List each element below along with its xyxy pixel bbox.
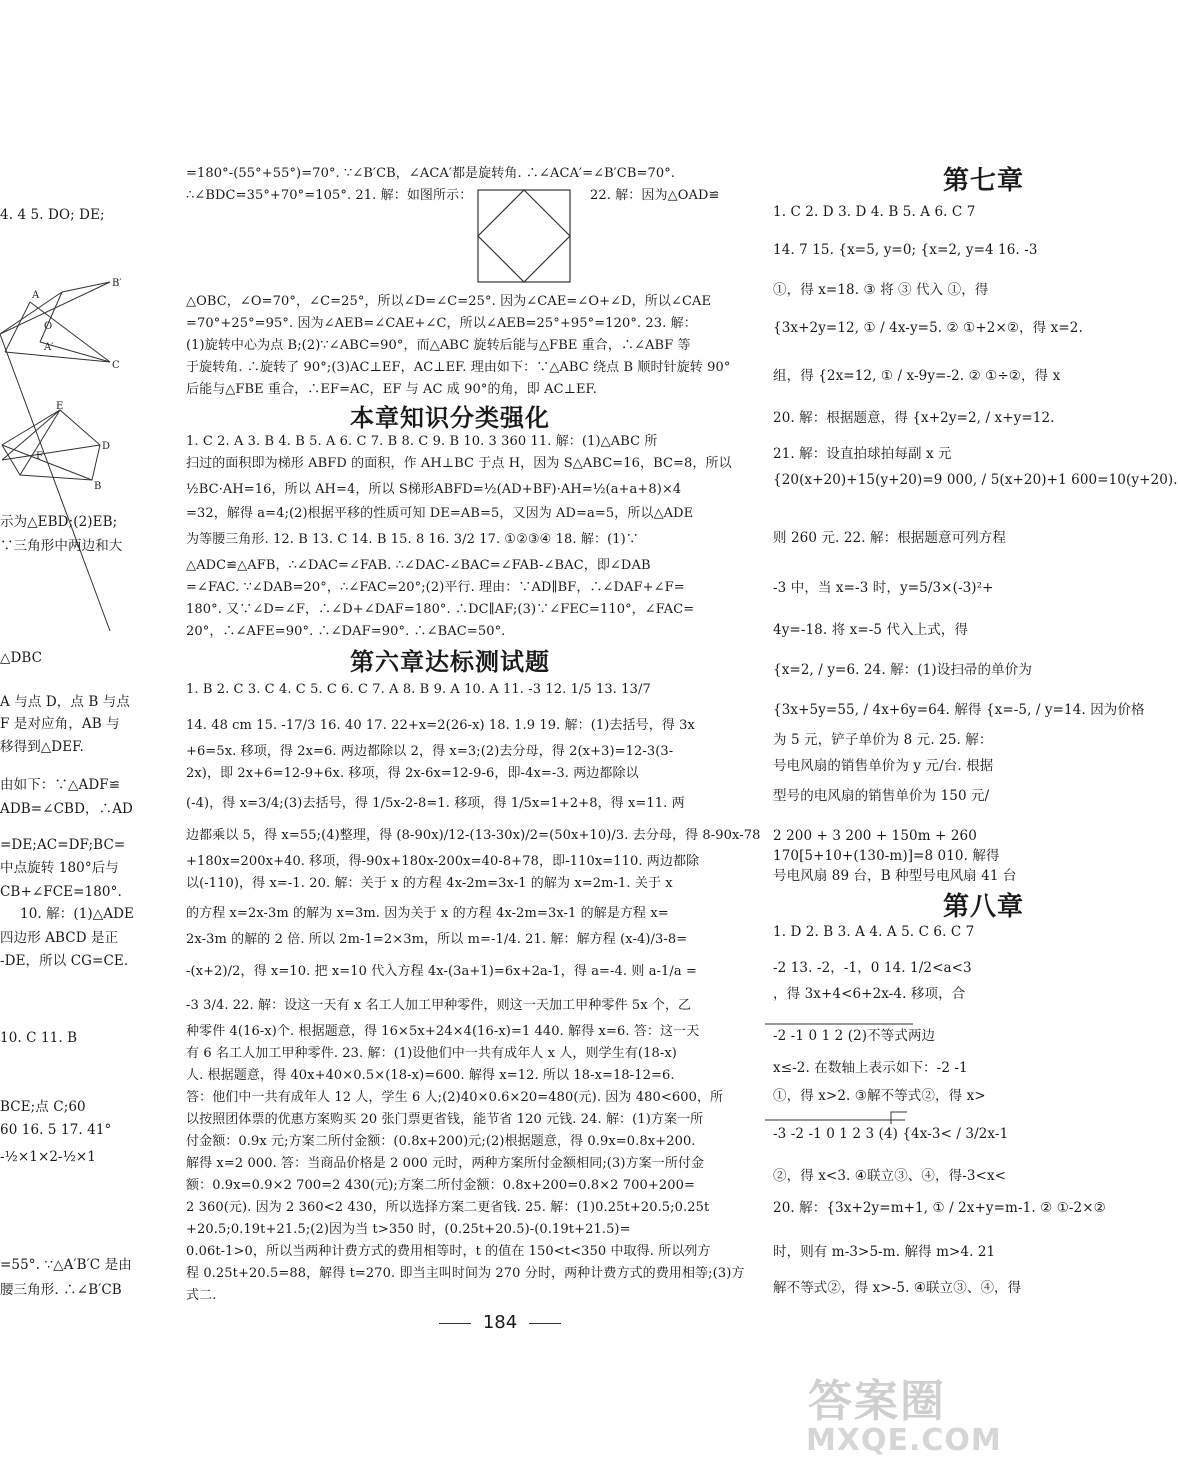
svg-text:E: E [56, 401, 64, 412]
text-line: ①，得 x=18. ③ 将 ③ 代入 ①，得 [773, 282, 989, 298]
text-line: =DE;AC=DF;BC= [0, 837, 126, 853]
text-line: 程 0.25t+20.5=88，解得 t=270. 即当主叫时间为 270 分时，两种计费方式的费用相等;(3)方 [186, 1266, 745, 1281]
text-line: -2 13. -2，-1，0 14. 1/2<a<3 [773, 960, 972, 976]
text-line: 21. 解：设直拍球拍每副 x 元 [773, 446, 952, 462]
text-line: △OBC，∠O=70°，∠C=25°，所以∠D=∠C=25°. 因为∠CAE=∠O+∠D，所以∠CAE [186, 294, 712, 309]
text-line: 20. 解：根据题意，得 {x+2y=2, / x+y=12. [773, 410, 1055, 426]
text-line: 付金额：0.9x 元;方案二所付金额：(0.8x+200)元;(2)根据题意，得 0.9x=0.8x+200. [186, 1134, 696, 1149]
text-line: 2 200 + 3 200 + 150m + 260 [773, 828, 977, 844]
svg-text:D: D [102, 441, 111, 452]
svg-text:A: A [32, 290, 40, 301]
text-line: ADB=∠CBD，∴AD [0, 801, 133, 817]
text-line: 答：他们中一共有成年人 12 人，学生 6 人;(2)40×0.6×20=480(元). 因为 480<600，所 [186, 1090, 724, 1105]
text-line: 有 6 名工人加工甲种零件. 23. 解：(1)设他们中一共有成年人 x 人，则学生有(18-x) [186, 1046, 677, 1061]
svg-text:C: C [112, 360, 120, 371]
svg-text:A′: A′ [44, 342, 54, 353]
text-line: 1. C 2. A 3. B 4. B 5. A 6. C 7. B 8. C 9. B 10. 3 360 11. 解：(1)△ABC 所 [186, 434, 658, 449]
text-line: ∴∠BDC=35°+70°=105°. 21. 解：如图所示： [186, 188, 473, 203]
text-line: 腰三角形. ∴∠B′CB [0, 1282, 122, 1298]
text-line: BCE;点 C;60 [0, 1099, 86, 1115]
middle-column [180, 0, 761, 1471]
svg-text:B: B [94, 481, 102, 492]
section-heading: 第七章 [943, 166, 1025, 196]
text-line: -DE，所以 CG=CE. [0, 953, 129, 969]
text-line: 号电风扇的销售单价为 y 元/台. 根据 [773, 758, 994, 774]
text-line: -3 -2 -1 0 1 2 3 (4) {4x-3< / 3/2x-1 [773, 1126, 1009, 1142]
text-line: △DBC [0, 650, 43, 666]
text-line: ①，得 x>2. ③解不等式②，得 x> [773, 1088, 986, 1104]
page-number-text: 184 [482, 1312, 518, 1333]
text-line: 为等腰三角形. 12. B 13. C 14. B 15. 8 16. 3/2 17. ①②③④ 18. 解：(1)∵ [186, 532, 639, 547]
text-line: 中点旋转 180°后与 [0, 860, 119, 876]
text-line: ，得 3x+4<6+2x-4. 移项，合 [773, 986, 966, 1002]
text-line: ②，得 x<3. ④联立③、④，得-3<x< [773, 1168, 1007, 1184]
text-line: 以按照团体票的优惠方案购买 20 张门票更省钱，能节省 120 元钱. 24. 解：(1)方案一所 [186, 1112, 704, 1127]
section-heading: 本章知识分类强化 [350, 404, 550, 432]
text-line: 解不等式②，得 x>-5. ④联立③、④，得 [773, 1280, 1022, 1296]
text-line: x≤-2. 在数轴上表示如下：-2 -1 [773, 1060, 968, 1076]
text-line: {3x+2y=12, ① / 4x-y=5. ② ①+2×②，得 x=2. [773, 320, 1083, 336]
text-line: 1. D 2. B 3. A 4. A 5. C 6. C 7 [773, 924, 975, 940]
text-line: =55°. ∵△A′B′C 是由 [0, 1257, 132, 1273]
text-line: 扫过的面积即为梯形 ABFD 的面积，作 AH⊥BC 于点 H，因为 S△ABC=16，BC=8，所以 [186, 456, 732, 471]
text-line: 1. B 2. C 3. C 4. C 5. C 6. C 7. A 8. B 9. A 10. A 11. -3 12. 1/5 13. 13/7 [186, 682, 651, 697]
square-figure [474, 186, 574, 286]
text-line: -2 -1 0 1 2 (2)不等式两边 [773, 1028, 936, 1044]
text-line: 2 360(元). 因为 2 360<2 430，所以选择方案二更省钱. 25. 解：(1)0.25t+20.5;0.25t [186, 1200, 710, 1215]
text-line: 2x-3m 的解的 2 倍. 所以 2m-1=2×3m，所以 m=-1/4. 21. 解：解方程 (x-4)/3-8= [186, 932, 688, 947]
text-line: =32，解得 a=4;(2)根据平移的性质可知 DE=AB=5，又因为 AD=a=5，所以△ADE [186, 506, 694, 521]
text-line: 4y=-18. 将 x=-5 代入上式，得 [773, 622, 969, 638]
text-line: F 是对应角，AB 与 [0, 716, 120, 732]
svg-text:B′: B′ [112, 278, 122, 289]
right-column [765, 0, 1178, 1471]
rotation-figure-1 [0, 272, 150, 372]
svg-text:O: O [44, 321, 53, 332]
text-line: 解得 x=2 000. 答：当商品价格是 2 000 元时，两种方案所付金额相同;(3)方案一所付金 [186, 1156, 705, 1171]
text-line: 22. 解：因为△OAD≌ [590, 188, 720, 203]
text-line: 边都乘以 5，得 x=55;(4)整理，得 (8-90x)/12-(13-30x)/2=(50x+10)/3. 去分母，得 8-90x-78 [186, 828, 761, 843]
text-line: =70°+25°=95°. 因为∠AEB=∠CAE+∠C，所以∠AEB=25°+95°=120°. 23. 解： [186, 316, 697, 331]
text-line: +6=5x. 移项，得 2x=6. 两边都除以 2，得 x=3;(2)去分母，得 2(x+3)=12-3(3- [186, 744, 674, 759]
text-line: 0.06t-1>0，所以当两种计费方式的费用相等时，t 的值在 150<t<350 中取得. 所以列方 [186, 1244, 711, 1259]
text-line: 60 16. 5 17. 41° [0, 1122, 112, 1138]
text-line: 20. 解：{3x+2y=m+1, ① / 2x+y=m-1. ② ①-2×② [773, 1200, 1106, 1216]
text-line: ½BC·AH=16，所以 AH=4，所以 S梯形ABFD=½(AD+BF)·AH=½(a+a+8)×4 [186, 482, 682, 497]
text-line: -½×1×2-½×1 [0, 1149, 96, 1165]
text-line: 2x)，即 2x+6=12-9+6x. 移项，得 2x-6x=12-9-6，即-4x=-3. 两边都除以 [186, 766, 639, 781]
watermark-main: 答案圈 [808, 1376, 946, 1427]
text-line: -3 中，当 x=-3 时，y=5/3×(-3)²+ [773, 580, 994, 596]
text-line: =180°-(55°+55°)=70°. ∵∠B′CB，∠ACA′都是旋转角. ∴∠ACA′=∠B′CB=70°. [186, 166, 676, 181]
watermark-logo [798, 1361, 1002, 1461]
text-line: 移得到△DEF. [0, 739, 84, 755]
text-line: 后能与△FBE 重合，∴EF=AC，EF 与 AC 成 90°的角，即 AC⊥EF. [186, 382, 597, 397]
text-line: 180°. 又∵∠D=∠F，∴∠D+∠DAF=180°. ∴DC∥AF;(3)∵∠FEC=110°，∠FAC= [186, 602, 695, 617]
dash-right [529, 1323, 561, 1324]
text-line: +20.5;0.19t+21.5;(2)因为当 t>350 时，(0.25t+20.5)-(0.19t+21.5)= [186, 1222, 631, 1237]
text-line: (-4)，得 x=3/4;(3)去括号，得 1/5x-2-8=1. 移项，得 1/5x=1+2+8，得 x=11. 两 [186, 796, 685, 811]
text-line: 则 260 元. 22. 解：根据题意可列方程 [773, 530, 1006, 546]
text-line: 的方程 x=2x-3m 的解为 x=3m. 因为关于 x 的方程 4x-2m=3x-1 的解是方程 x= [186, 906, 669, 921]
rotation-figure-2 [0, 401, 150, 493]
text-line: +180x=200x+40. 移项，得-90x+180x-200x=40-8+78，即-110x=110. 两边都除 [186, 854, 700, 869]
text-line: {x=2, / y=6. 24. 解：(1)设扫帚的单价为 [773, 662, 1032, 678]
text-line: =∠FAC. ∵∠DAB=20°，∴∠FAC=20°;(2)平行. 理由：∵AD∥BF，∴∠DAF+∠F= [186, 580, 685, 595]
text-line: 种零件 4(16-x)个. 根据题意，得 16×5x+24×4(16-x)=1 440. 解得 x=6. 答：这一天 [186, 1024, 700, 1039]
text-line: 14. 7 15. {x=5, y=0; {x=2, y=4 16. -3 [773, 242, 1038, 258]
text-line: 1. C 2. D 3. D 4. B 5. A 6. C 7 [773, 204, 976, 220]
text-line: 为 5 元，铲子单价为 8 元. 25. 解： [773, 732, 993, 748]
text-line: 人. 根据题意，得 40x+40×0.5×(18-x)=600. 解得 x=12. 所以 18-x=18-12=6. [186, 1068, 675, 1083]
text-line: 式二. [186, 1288, 217, 1303]
watermark-url: MXQE.COM [806, 1423, 1002, 1458]
page-number [0, 1312, 1000, 1333]
section-heading: 第八章 [943, 892, 1025, 922]
text-line: 14. 48 cm 15. -17/3 16. 40 17. 22+x=2(26-x) 18. 1.9 19. 解：(1)去括号，得 3x [186, 718, 695, 733]
text-line: 于旋转角. ∴旋转了 90°;(3)AC⊥EF，AC⊥EF. 理由如下：∵△ABC 绕点 B 顺时针旋转 90° [186, 360, 731, 375]
text-line: 号电风扇 89 台，B 种型号电风扇 41 台 [773, 868, 1017, 884]
text-line: 10. 解：(1)△ADE [20, 906, 134, 922]
text-line: 由如下：∵△ADF≌ [0, 777, 121, 793]
svg-text:F: F [36, 451, 43, 462]
text-line: 时，则有 m-3>5-m. 解得 m>4. 21 [773, 1244, 996, 1260]
text-line: -3 3/4. 22. 解：设这一天有 x 名工人加工甲种零件，则这一天加工甲种零件 5x 个，乙 [186, 998, 692, 1013]
text-line: 组，得 {2x=12, ① / x-9y=-2. ② ①÷②，得 x [773, 368, 1061, 384]
text-line: 四边形 ABCD 是正 [0, 930, 119, 946]
text-line: 以(-110)，得 x=-1. 20. 解：关于 x 的方程 4x-2m=3x-1 的解为 x=2m-1. 关于 x [186, 876, 673, 891]
text-line: ∵三角形中两边和大 [0, 538, 123, 554]
section-heading: 第六章达标测试题 [350, 648, 550, 676]
text-line: 额：0.9x=0.9×2 700=2 430(元);方案二所付金额：0.8x+200=0.8×2 700+200= [186, 1178, 695, 1193]
text-line: 170[5+10+(130-m)]=8 010. 解得 [773, 848, 1000, 864]
left-column [0, 0, 150, 1471]
text-line: 示为△EBD;(2)EB; [0, 514, 118, 530]
dash-left [439, 1323, 471, 1324]
text-line: 4. 4 5. DO; DE; [0, 207, 105, 223]
text-line: {3x+5y=55, / 4x+6y=64. 解得 {x=-5, / y=14. 因为价格 [773, 702, 1145, 718]
text-line: 10. C 11. B [0, 1030, 78, 1046]
text-line: 20°，∴∠AFE=90°. ∴∠DAF=90°. ∴∠BAC=50°. [186, 624, 506, 639]
text-line: 型号的电风扇的销售单价为 150 元/ [773, 788, 990, 804]
text-line: A 与点 D，点 B 与点 [0, 694, 130, 710]
text-line: {20(x+20)+15(y+20)=9 000, / 5(x+20)+1 600=10(y+20). [773, 472, 1178, 488]
text-line: CB+∠FCE=180°. [0, 884, 122, 900]
text-line: -(x+2)/2，得 x=10. 把 x=10 代入方程 4x-(3a+1)=6x+2a-1，得 a=-4. 则 a-1/a = [186, 964, 697, 979]
text-line: (1)旋转中心为点 B;(2)∵∠ABC=90°，而△ABC 旋转后能与△FBE 重合，∴∠ABF 等 [186, 338, 691, 353]
text-line: △ADC≌△AFB，∴∠DAC=∠FAB. ∴∠DAC-∠BAC=∠FAB-∠BAC，即∠DAB [186, 558, 651, 573]
